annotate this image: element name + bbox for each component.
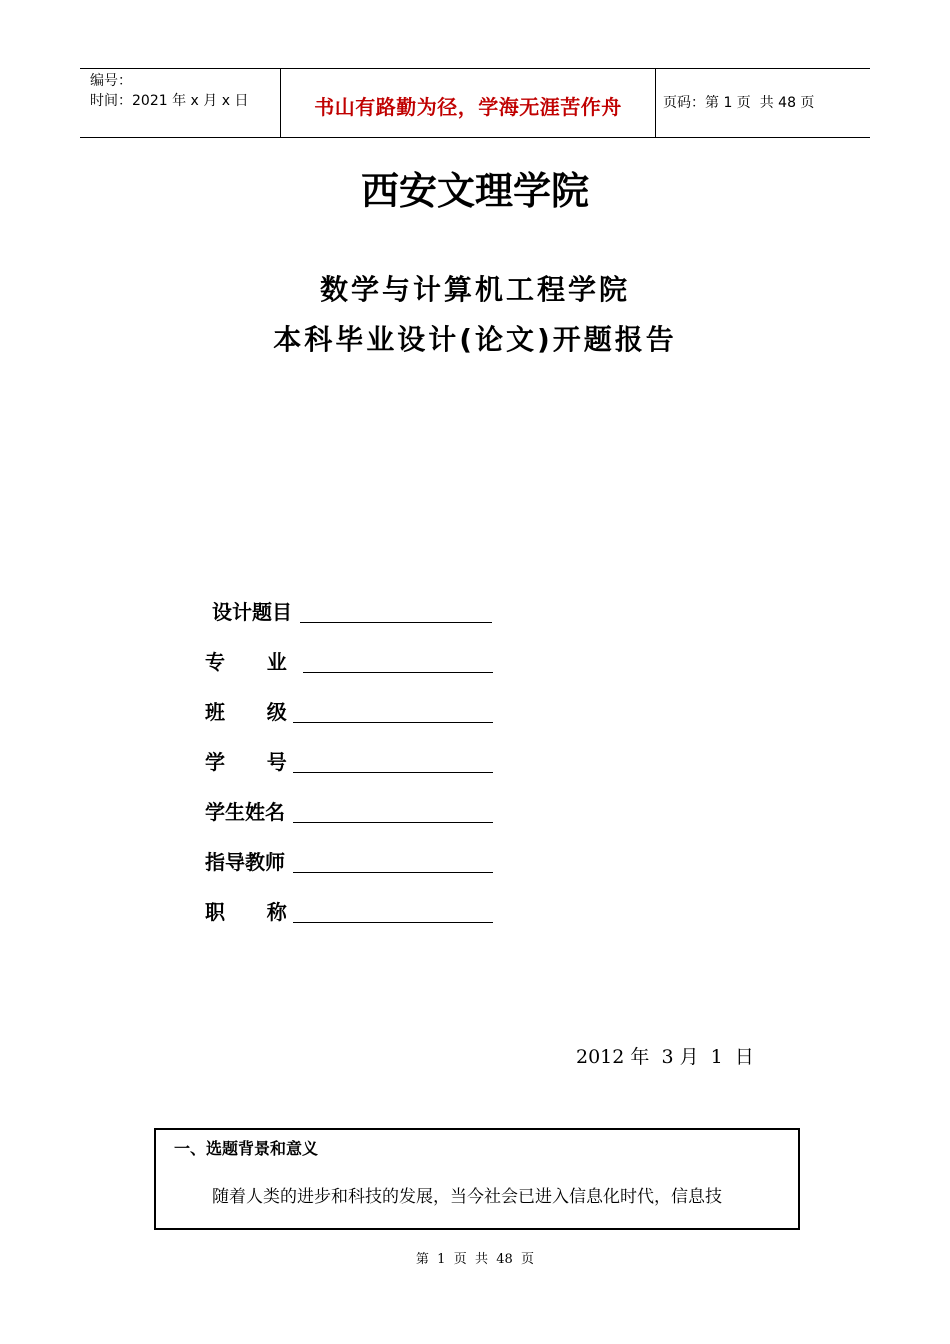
page-info: 页码：第 1 页 共 48 页 bbox=[663, 95, 815, 111]
field-underline bbox=[293, 822, 493, 823]
field-label: 设计题目 bbox=[212, 600, 292, 624]
field-label: 专 业 bbox=[205, 650, 287, 674]
number-label: 编号： bbox=[90, 73, 132, 89]
field-label: 班 级 bbox=[205, 700, 287, 724]
header-motto-cell bbox=[280, 69, 656, 137]
section-background bbox=[154, 1128, 800, 1230]
time-label: 时间：2021 年 x 月 x 日 bbox=[90, 93, 249, 109]
field-underline bbox=[293, 722, 493, 723]
section-body-text: 随着人类的进步和科技的发展，当今社会已进入信息化时代，信息技 bbox=[212, 1187, 722, 1207]
header-meta bbox=[80, 69, 280, 137]
field-label: 指导教师 bbox=[205, 850, 285, 874]
field-label: 职 称 bbox=[205, 900, 287, 924]
field-underline bbox=[293, 772, 493, 773]
header-page-cell bbox=[655, 69, 870, 137]
field-label: 学 号 bbox=[205, 750, 287, 774]
school-title: 西安文理学院 bbox=[360, 169, 589, 213]
field-label: 学生姓名 bbox=[205, 800, 285, 824]
report-date: 2012 年 3 月 1 日 bbox=[576, 1046, 754, 1068]
motto-text: 书山有路勤为径，学海无涯苦作舟 bbox=[314, 95, 622, 119]
section-heading: 一、选题背景和意义 bbox=[174, 1139, 319, 1158]
page-footer: 第 1 页 共 48 页 bbox=[415, 1252, 535, 1267]
document-header bbox=[80, 68, 870, 138]
field-underline bbox=[293, 922, 493, 923]
college-title: 数学与计算机工程学院 bbox=[319, 273, 630, 306]
report-title: 本科毕业设计(论文)开题报告 bbox=[273, 323, 677, 356]
field-underline bbox=[300, 622, 492, 623]
field-underline bbox=[303, 672, 493, 673]
field-underline bbox=[293, 872, 493, 873]
